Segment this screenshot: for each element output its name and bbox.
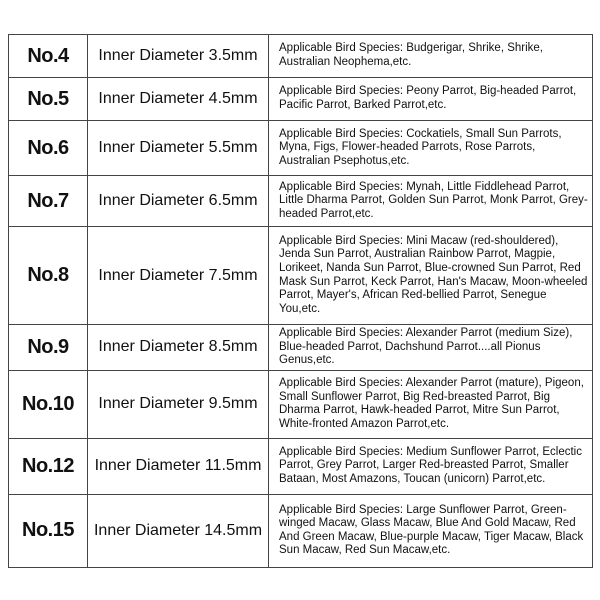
ring-size-label: No.7 [9,176,88,227]
ring-size-label: No.9 [9,325,88,371]
ring-size-table [8,34,593,568]
applicable-species-text: Applicable Bird Species: Alexander Parrot (mature), Pigeon, Small Sunflower Parrot, Big Red-breasted Parrot, Big Dharma Parrot, Hawk-headed Parrot, Mitre Sun Parrot, White-fronted Amazon Parrot,etc. [269,370,593,438]
ring-size-label: No.4 [9,35,88,78]
inner-diameter-label: Inner Diameter 6.5mm [88,176,269,227]
table-row [9,494,593,567]
table-row [9,227,593,325]
ring-size-label: No.5 [9,78,88,121]
ring-size-label: No.8 [9,227,88,325]
table-row [9,35,593,78]
table-row [9,370,593,438]
inner-diameter-label: Inner Diameter 11.5mm [88,438,269,494]
ring-size-table-container [8,34,593,566]
ring-size-label: No.15 [9,494,88,567]
applicable-species-text: Applicable Bird Species: Budgerigar, Shrike, Shrike, Australian Neophema,etc. [269,35,593,78]
inner-diameter-label: Inner Diameter 9.5mm [88,370,269,438]
table-row [9,121,593,176]
applicable-species-text: Applicable Bird Species: Mynah, Little Fiddlehead Parrot, Little Dharma Parrot, Golden Sun Parrot, Monk Parrot, Grey-headed Parrot,etc. [269,176,593,227]
inner-diameter-label: Inner Diameter 4.5mm [88,78,269,121]
ring-size-label: No.6 [9,121,88,176]
applicable-species-text: Applicable Bird Species: Large Sunflower Parrot, Green-winged Macaw, Glass Macaw, Blue And Gold Macaw, Red And Green Macaw, Blue-purple Macaw, Tiger Macaw, Black Sun Macaw, Red Sun Macaw,etc. [269,494,593,567]
applicable-species-text: Applicable Bird Species: Alexander Parrot (medium Size), Blue-headed Parrot, Dachshund Parrot....all Pionus Genus,etc. [269,325,593,371]
applicable-species-text: Applicable Bird Species: Peony Parrot, Big-headed Parrot, Pacific Parrot, Barked Parrot,etc. [269,78,593,121]
inner-diameter-label: Inner Diameter 3.5mm [88,35,269,78]
inner-diameter-label: Inner Diameter 14.5mm [88,494,269,567]
applicable-species-text: Applicable Bird Species: Mini Macaw (red-shouldered), Jenda Sun Parrot, Australian Rainbow Parrot, Magpie, Lorikeet, Nanda Sun Parrot, Blue-crowned Sun Parrot, Red Mask Sun Parrot, Keck Parrot, Han's Macaw, Moon-wheeled Parrot, Mayer's, African Red-bellied Parrot, Senegue You,etc. [269,227,593,325]
table-row [9,176,593,227]
inner-diameter-label: Inner Diameter 8.5mm [88,325,269,371]
table-row [9,325,593,371]
applicable-species-text: Applicable Bird Species: Medium Sunflower Parrot, Eclectic Parrot, Grey Parrot, Larger Red-breasted Parrot, Smaller Bataan, Most Amazons, Toucan (unicorn) Parrot,etc. [269,438,593,494]
table-row [9,438,593,494]
table-row [9,78,593,121]
inner-diameter-label: Inner Diameter 5.5mm [88,121,269,176]
ring-size-label: No.12 [9,438,88,494]
ring-size-label: No.10 [9,370,88,438]
applicable-species-text: Applicable Bird Species: Cockatiels, Small Sun Parrots, Myna, Figs, Flower-headed Parrots, Rose Parrots, Australian Psephotus,etc. [269,121,593,176]
inner-diameter-label: Inner Diameter 7.5mm [88,227,269,325]
